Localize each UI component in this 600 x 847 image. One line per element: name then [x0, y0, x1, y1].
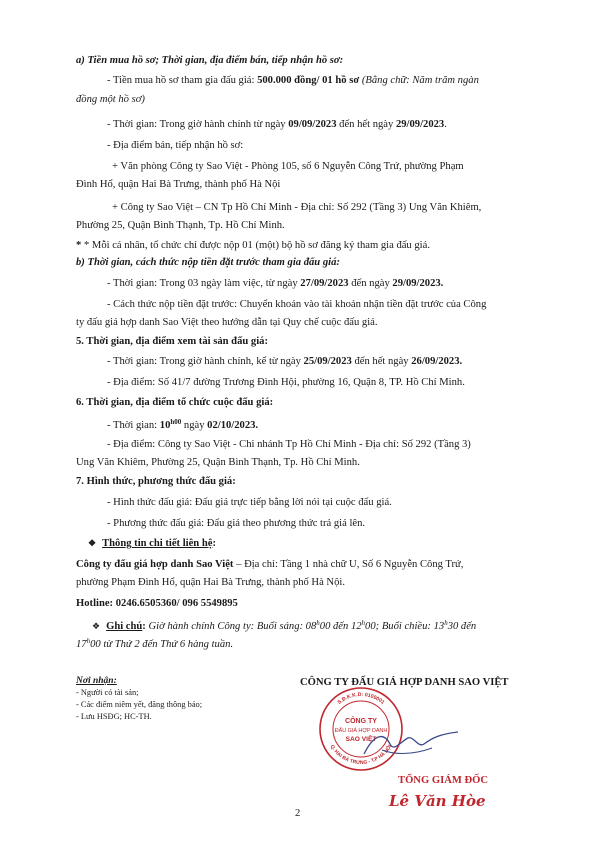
section-5-heading: 5. Thời gian, địa điểm xem tài sản đấu giá: — [76, 336, 268, 347]
recipient-item: - Lưu HSĐG; HC-TH. — [76, 712, 152, 721]
stamp-line-2: ĐẤU GIÁ HỢP DANH — [334, 728, 388, 734]
recipients-block — [76, 675, 202, 723]
section-a-heading: a) Tiền mua hồ sơ; Thời gian, địa điểm bán, tiếp nhận hồ sơ: — [76, 55, 344, 66]
recipient-item: - Các điểm niêm yết, đăng thông báo; — [76, 700, 203, 709]
section-6-heading: 6. Thời gian, địa điểm tổ chức cuộc đấu giá: — [76, 397, 274, 408]
section-b-heading: b) Thời gian, cách thức nộp tiền đặt trước tham gia đấu giá: — [76, 257, 340, 268]
signature-company: CÔNG TY ĐẤU GIÁ HỢP DANH SAO VIỆT — [300, 677, 509, 688]
auction-time-line: - Thời gian: $10^{h00}$ ngày 02/10/2023. — [107, 418, 259, 431]
stamp-ring-top: S.Đ.K.K.D: 0100001 — [336, 691, 386, 706]
recipients-heading: Nơi nhận: — [76, 676, 117, 686]
deposit-method-a: - Cách thức nộp tiền đặt trước: Chuyển khoản vào tài khoản nhận tiền đặt trước của Công — [107, 299, 487, 310]
fee-line: - Tiền mua hồ sơ tham gia đấu giá: 500.000 đồng/ 01 hồ sơ (Bằng chữ: Năm trăm ngàn — [107, 75, 479, 86]
registration-note: * * Mỗi cá nhân, tổ chức chỉ được nộp 01 (một) bộ hồ sơ đăng ký tham gia đấu giá. — [76, 240, 430, 251]
contact-address-line: phường Phạm Đình Hổ, quận Hai Bà Trưng, thành phố Hà Nội. — [76, 577, 345, 588]
svg-text:S.Đ.K.K.D: 0100001 — [337, 692, 386, 706]
contact-company-line: Công ty đấu giá hợp danh Sao Việt – Địa chỉ: Tầng 1 nhà chữ U, Số 6 Nguyễn Công Trứ, — [76, 559, 464, 570]
recipient-item: - Người có tài sản; — [76, 688, 139, 697]
page-number: 2 — [295, 808, 301, 819]
viewing-time-line: - Thời gian: Trong giờ hành chính, kể từ ngày 25/09/2023 đến hết ngày 26/09/2023. — [107, 356, 463, 367]
fee-words-line: đồng một hồ sơ) — [76, 94, 145, 105]
section-7-heading: 7. Hình thức, phương thức đấu giá: — [76, 476, 236, 487]
stamp-ring-bottom: Q. HAI BÀ TRƯNG - T.P HÀ NỘI — [328, 743, 394, 767]
auction-place-b: Ung Văn Khiêm, Phường 25, Quận Bình Thạnh, Tp. Hồ Chí Minh. — [76, 457, 360, 468]
auction-method-line: - Phương thức đấu giá: Đấu giá theo phương thức trả giá lên. — [107, 518, 366, 529]
handwritten-signature — [362, 724, 462, 764]
office-hours-note: ❖ Ghi chú: Giờ hành chính Công ty: Buổi sáng: 08$^h$00 đến 12$^h$00; Buổi chiều: 13$^h$30 đến — [92, 619, 477, 632]
sale-place-1a: + Văn phòng Công ty Sao Việt - Phòng 105, số 6 Nguyễn Công Trứ, phường Phạm — [112, 161, 464, 172]
diamond-bullet-icon: ❖ — [92, 621, 101, 631]
sale-time-line: - Thời gian: Trong giờ hành chính từ ngày 09/09/2023 đến hết ngày 29/09/2023. — [107, 119, 447, 130]
sale-place-label: - Địa điểm bán, tiếp nhận hồ sơ: — [107, 140, 244, 151]
contact-hotline: Hotline: 0246.6505360/ 096 5549895 — [76, 598, 238, 609]
deposit-time-line: - Thời gian: Trong 03 ngày làm việc, từ ngày 27/09/2023 đến ngày 29/09/2023. — [107, 278, 444, 289]
auction-place-a: - Địa điểm: Công ty Sao Việt - Chi nhánh Tp Hồ Chí Minh - Địa chỉ: Số 292 (Tầng 3) — [107, 439, 471, 450]
diamond-bullet-icon: ❖ — [88, 538, 97, 548]
signature-role: TỔNG GIÁM ĐỐC — [398, 775, 489, 786]
auction-form-line: - Hình thức đấu giá: Đấu giá trực tiếp bằng lời nói tại cuộc đấu giá. — [107, 497, 392, 508]
sale-place-2a: + Công ty Sao Việt – CN Tp Hồ Chí Minh - Địa chỉ: Số 292 (Tầng 3) Ung Văn Khiêm, — [112, 202, 482, 213]
deposit-method-b: ty đấu giá hợp danh Sao Việt theo hướng dẫn tại Quy chế cuộc đấu giá. — [76, 317, 378, 328]
stamp-line-1: CÔNG TY — [345, 718, 377, 725]
office-hours-note-2: 17$^h$00 từ Thứ 2 đến Thứ 6 hàng tuần. — [76, 637, 234, 650]
contact-heading: ❖ Thông tin chi tiết liên hệ: — [88, 538, 216, 549]
signatory-name: Lê Văn Hòe — [389, 792, 486, 810]
stamp-line-3: SAO VIỆT — [345, 736, 377, 743]
sale-place-2b: Phường 25, Quận Bình Thạnh, Tp. Hồ Chí Minh. — [76, 220, 285, 231]
sale-place-1b: Đình Hổ, quận Hai Bà Trưng, thành phố Hà Nội — [76, 179, 281, 190]
viewing-place-line: - Địa điểm: Số 41/7 đường Trương Đình Hội, phường 16, Quận 8, TP. Hồ Chí Minh. — [107, 377, 465, 388]
